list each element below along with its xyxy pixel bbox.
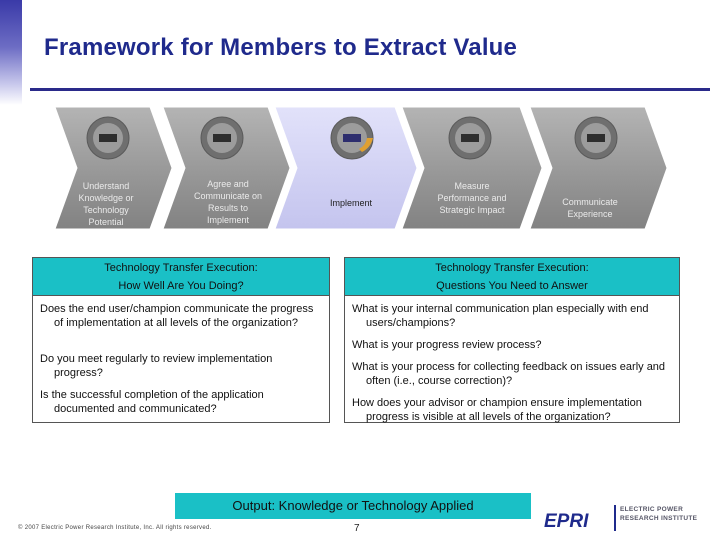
epri-logo	[544, 503, 714, 535]
copyright: © 2007 Electric Power Research Institute, Inc. All rights reserved.	[18, 525, 212, 531]
left-question-2: Do you meet regularly to review implementation progress?	[40, 353, 273, 379]
epri-logo-wordmark: EPRI	[544, 511, 589, 532]
left-question-3: Is the successful completion of the application documented and communicated?	[40, 389, 264, 415]
right-box-header-line1: Technology Transfer Execution:	[435, 262, 589, 274]
right-question-1: What is your internal communication plan especially with end users/champions?	[352, 303, 649, 329]
left-box-header-line2: How Well Are You Doing?	[118, 280, 244, 292]
left-box-header	[33, 258, 329, 296]
epri-logo-mark	[544, 509, 616, 533]
left-box-header-line1: Technology Transfer Execution:	[104, 262, 258, 274]
logo-divider	[614, 505, 616, 531]
left-question-1: Does the end user/champion communicate the progress of implementation at all levels of the organization?	[40, 303, 314, 329]
cycle-icon	[575, 117, 617, 159]
right-question-2: What is your progress review process?	[352, 339, 542, 351]
cycle-icon	[201, 117, 243, 159]
logo-text	[620, 505, 697, 523]
right-question-3: What is your process for collecting feedback on issues early and often (i.e., course correction)?	[352, 361, 666, 387]
step-label-communicate: Communicate Experience	[562, 197, 618, 219]
step-label-understand: Understand Knowledge or Technology Potential	[78, 181, 134, 227]
logo-line1: ELECTRIC POWER	[620, 506, 684, 513]
cycle-icon-active	[331, 117, 373, 159]
page-title: Framework for Members to Extract Value	[44, 34, 518, 61]
left-question-box	[32, 257, 330, 423]
left-box-body	[33, 296, 329, 422]
step-label-agree: Agree and Communicate on Results to Implement	[193, 179, 263, 225]
right-question-4: How does your advisor or champion ensure implementation progress is visible at all levels of the organization?	[352, 397, 642, 423]
step-label-implement: Implement	[329, 198, 373, 208]
step-label-measure: Measure Performance and Strategic Impact	[437, 181, 507, 215]
right-box-body	[345, 296, 679, 422]
cycle-icon	[87, 117, 129, 159]
output-banner: Output: Knowledge or Technology Applied	[175, 493, 531, 519]
logo-line2: RESEARCH INSTITUTE	[620, 515, 698, 522]
page-number: 7	[354, 523, 360, 534]
right-box-header-line2: Questions You Need to Answer	[436, 280, 588, 292]
right-box-header	[345, 258, 679, 296]
cycle-icon	[449, 117, 491, 159]
right-question-box	[344, 257, 680, 423]
